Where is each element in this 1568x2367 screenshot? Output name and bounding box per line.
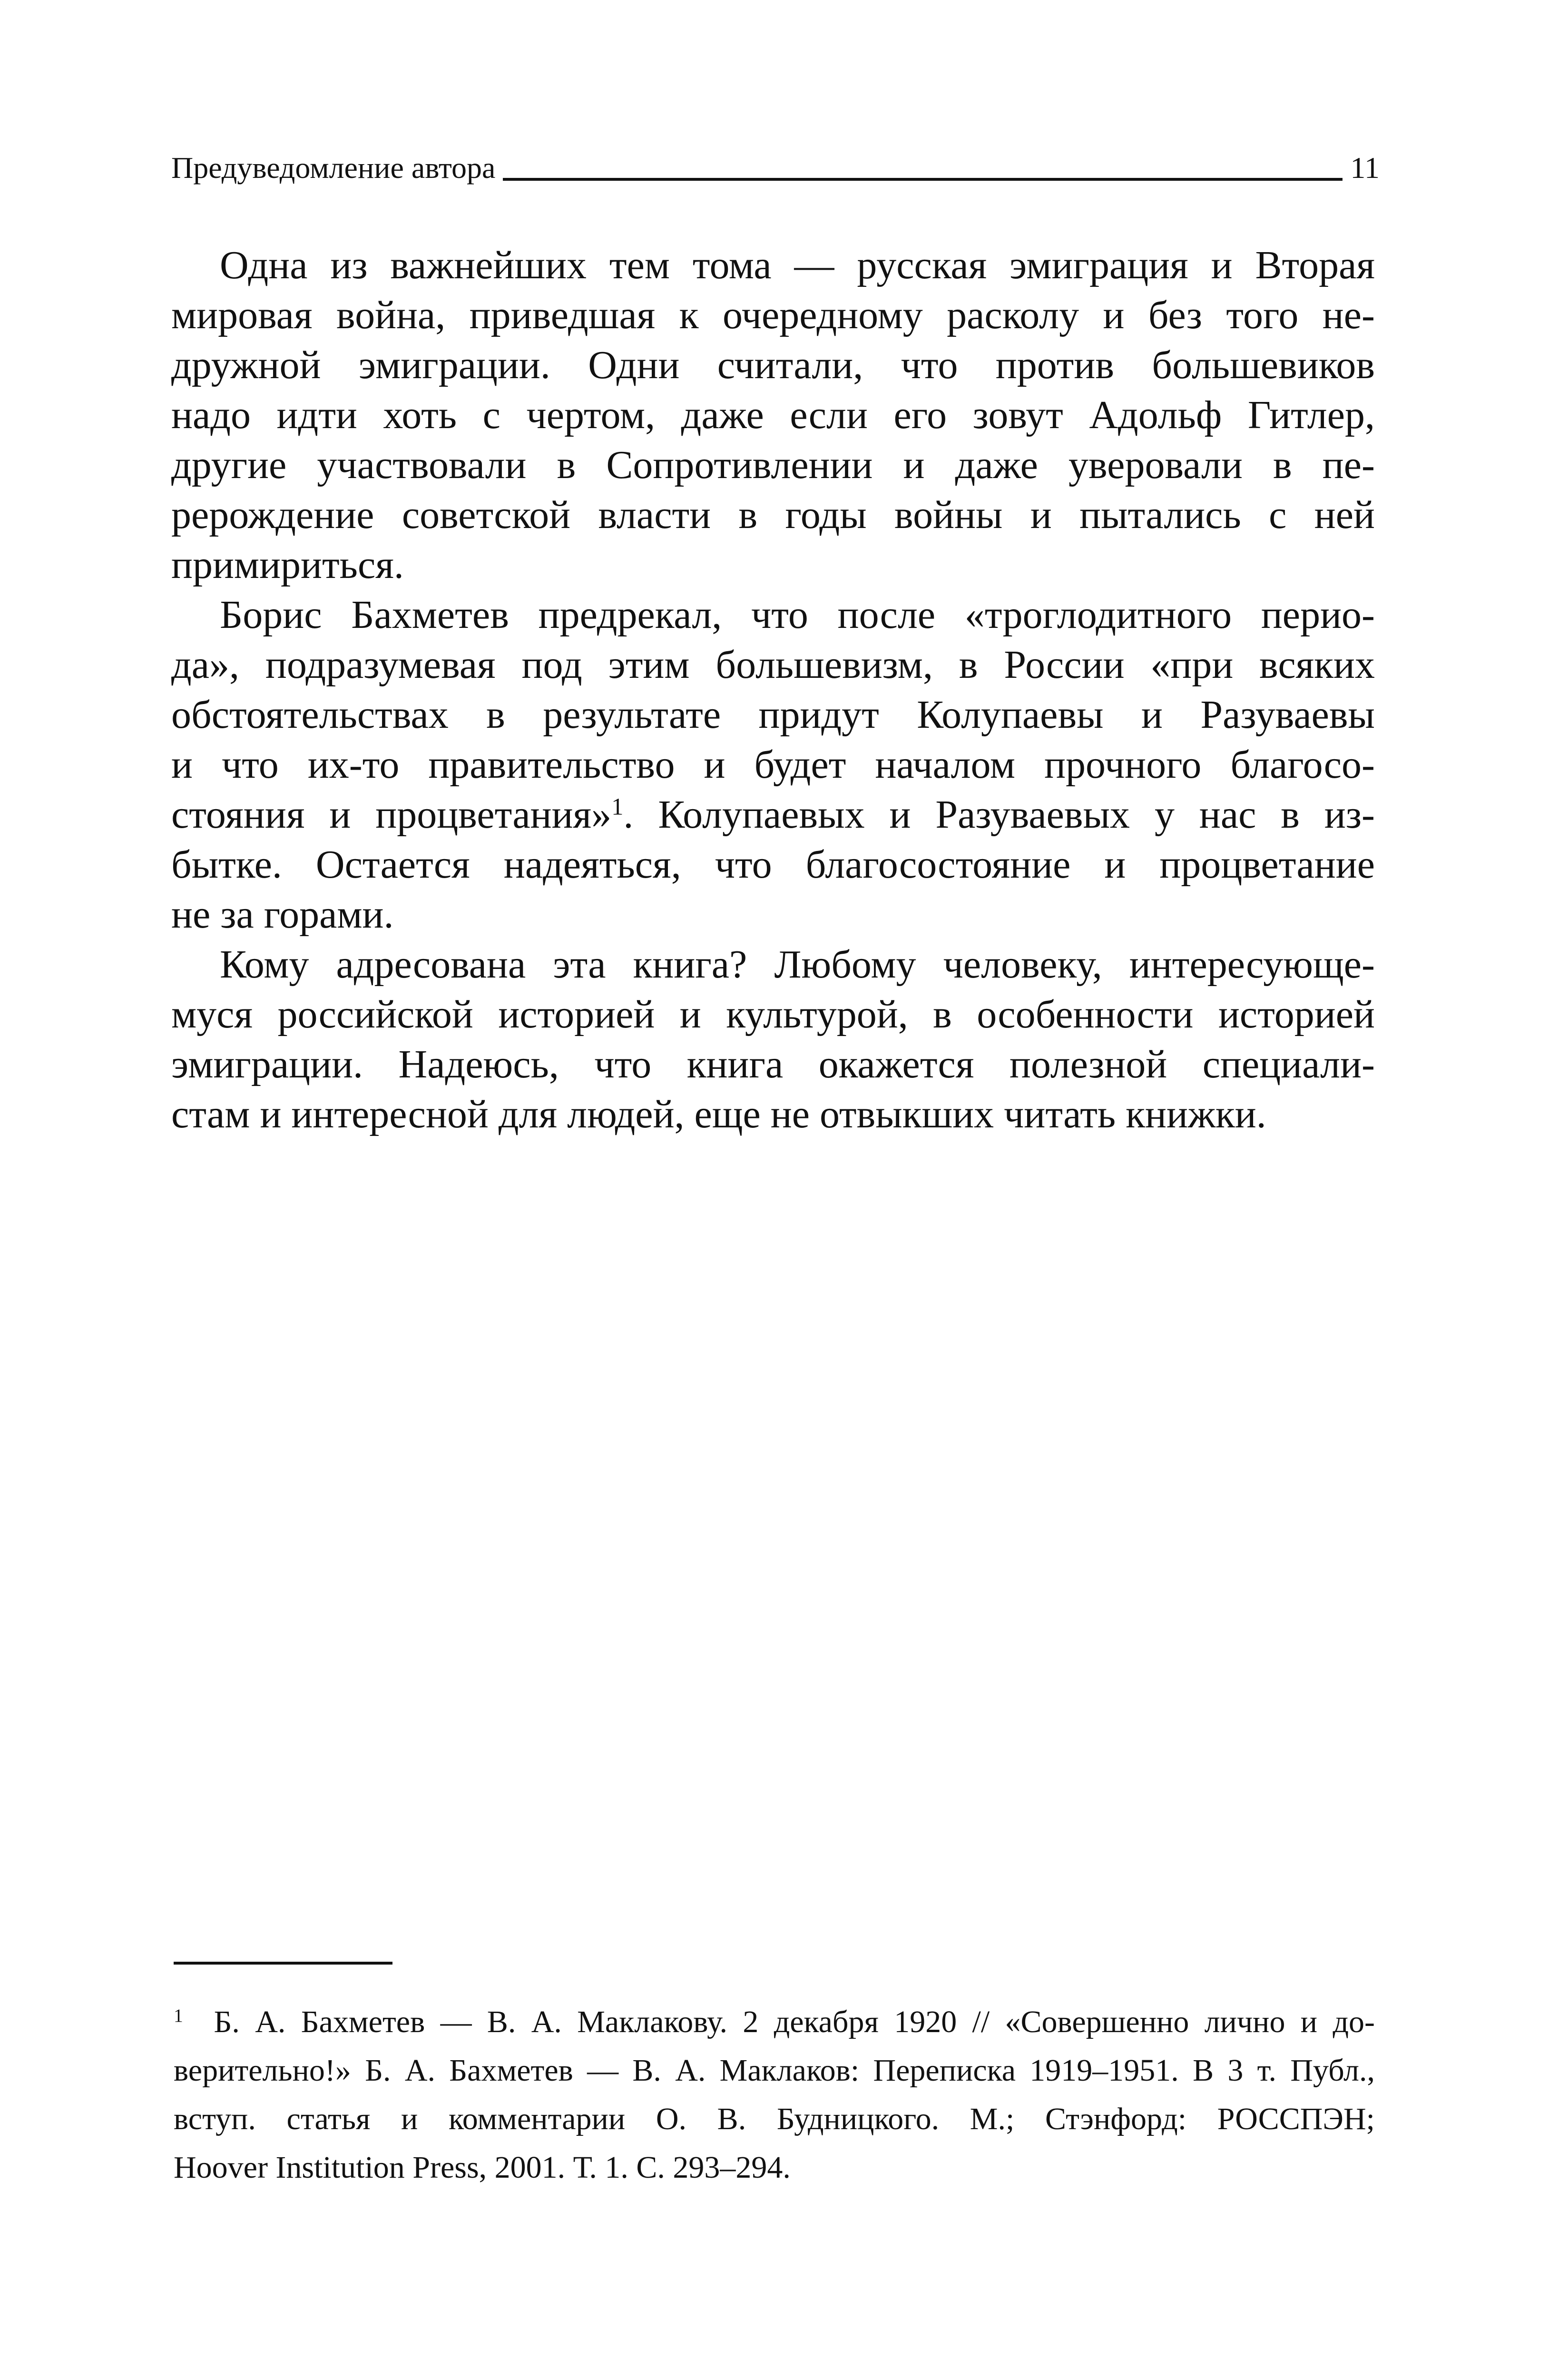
paragraph-2	[171, 590, 1375, 939]
text-line: обстоятельствах в результате придут Колупаевы и Разуваевы	[171, 693, 1375, 737]
text-line: мировая война, приведшая к очередному расколу и без того не-	[171, 293, 1375, 337]
text-line: примириться.	[171, 543, 404, 587]
footnote-marker: 1	[174, 2005, 183, 2026]
text-line: стояния и процветания»$^1$. Колупаевых и Разуваевых у нас в из-	[171, 792, 1375, 837]
text-line: да», подразумевая под этим большевизм, в России «при всяких	[171, 643, 1375, 687]
footnote-line: верительно!» Б. А. Бахметев — В. А. Маклаков: Переписка 1919–1951. В 3 т. Публ.,	[174, 2053, 1375, 2088]
text-line: Кому адресована эта книга? Любому человеку, интересующе-	[220, 942, 1375, 987]
text-line: Борис Бахметев предрекал, что после «троглодитного перио-	[220, 593, 1375, 637]
paragraph-1	[171, 240, 1375, 590]
text-segment: Колупаевых и Разуваевых у нас в из-	[658, 792, 1375, 837]
header-rule	[503, 178, 1343, 181]
text-line: стам и интересной для людей, еще не отвыкших читать книжки.	[171, 1092, 1266, 1136]
paragraph-3	[171, 939, 1375, 1139]
footnote-line: Hoover Institution Press, 2001. Т. 1. С. 293–294.	[174, 2150, 791, 2185]
running-header	[171, 143, 1380, 186]
text-line: дружной эмиграции. Одни считали, что против большевиков	[171, 343, 1375, 387]
text-line: не за горами.	[171, 892, 394, 937]
text-line: муся российской историей и культурой, в особенности историей	[171, 992, 1375, 1037]
footnote-line	[174, 1998, 1375, 2046]
text-line: Одна из важнейших тем тома — русская эмиграция и Вторая	[220, 243, 1375, 287]
text-line: эмиграции. Надеюсь, что книга окажется полезной специали-	[171, 1042, 1375, 1086]
text-line: бытке. Остается надеяться, что благосостояние и процветание	[171, 842, 1375, 887]
footnote-line: вступ. статья и комментарии О. В. Будницкого. М.; Стэнфорд: РОССПЭН;	[174, 2102, 1375, 2136]
body-text	[171, 240, 1375, 1139]
footnote-text: Б. А. Бахметев — В. А. Маклакову. 2 декабря 1920 // «Совершенно лично и до-	[214, 2005, 1375, 2039]
text-segment: стояния и процветания»	[171, 792, 612, 837]
text-line: рерождение советской власти в годы войны и пытались с ней	[171, 493, 1375, 537]
footnote-separator	[174, 1962, 392, 1965]
running-header-title: Предуведомление автора	[171, 151, 496, 185]
footnote	[174, 1998, 1375, 2192]
page-number: 11	[1350, 151, 1380, 185]
text-line: и что их-то правительство и будет началом прочного благосо-	[171, 743, 1375, 787]
text-line: другие участвовали в Сопротивлении и даже уверовали в пе-	[171, 443, 1375, 487]
text-line: надо идти хоть с чертом, даже если его зовут Адольф Гитлер,	[171, 393, 1375, 437]
footnote-reference[interactable]: 1	[611, 793, 624, 820]
